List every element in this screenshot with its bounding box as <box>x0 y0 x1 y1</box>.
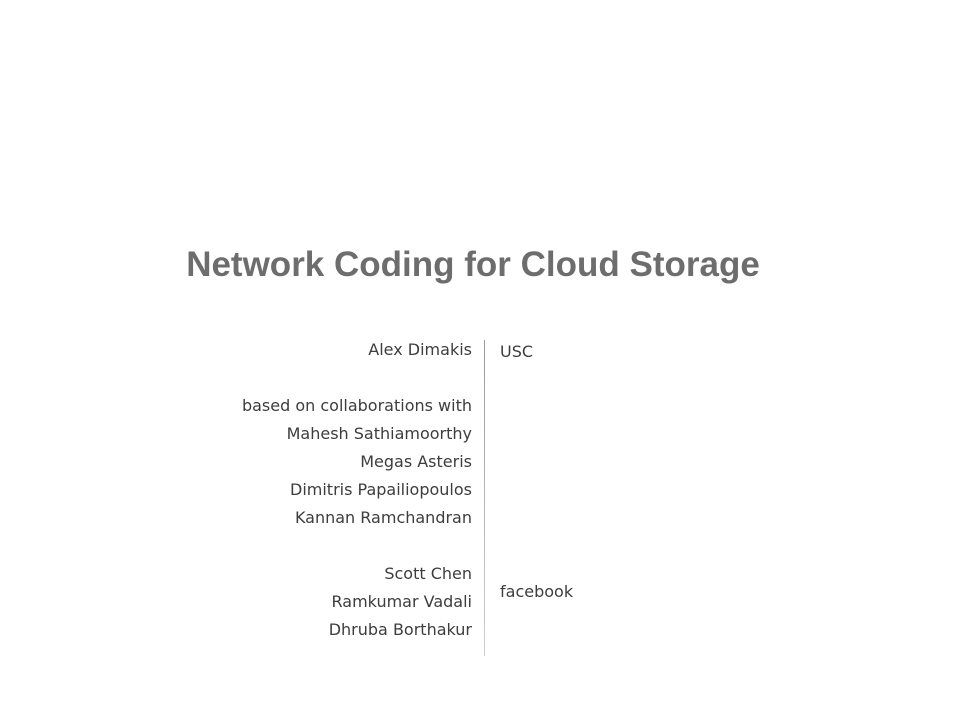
collaborator-name: Dhruba Borthakur <box>328 620 472 639</box>
slide-title: Network Coding for Cloud Storage <box>186 245 760 284</box>
collaborator-name: Kannan Ramchandran <box>294 508 472 527</box>
affiliation-usc: USC <box>500 342 534 361</box>
collaborations-intro: based on collaborations with <box>241 396 472 415</box>
presenter-name: Alex Dimakis <box>368 340 472 359</box>
author-list <box>242 336 472 644</box>
spacer <box>242 532 472 560</box>
spacer <box>242 364 472 392</box>
collaborator-name: Dimitris Papailiopoulos <box>290 480 472 499</box>
collaborator-name: Megas Asteris <box>360 452 472 471</box>
collaborator-name: Ramkumar Vadali <box>331 592 472 611</box>
collaborator-name: Mahesh Sathiamoorthy <box>286 424 472 443</box>
affiliation-facebook: facebook <box>500 582 574 601</box>
vertical-divider <box>484 340 485 656</box>
collaborator-name: Scott Chen <box>384 564 472 583</box>
